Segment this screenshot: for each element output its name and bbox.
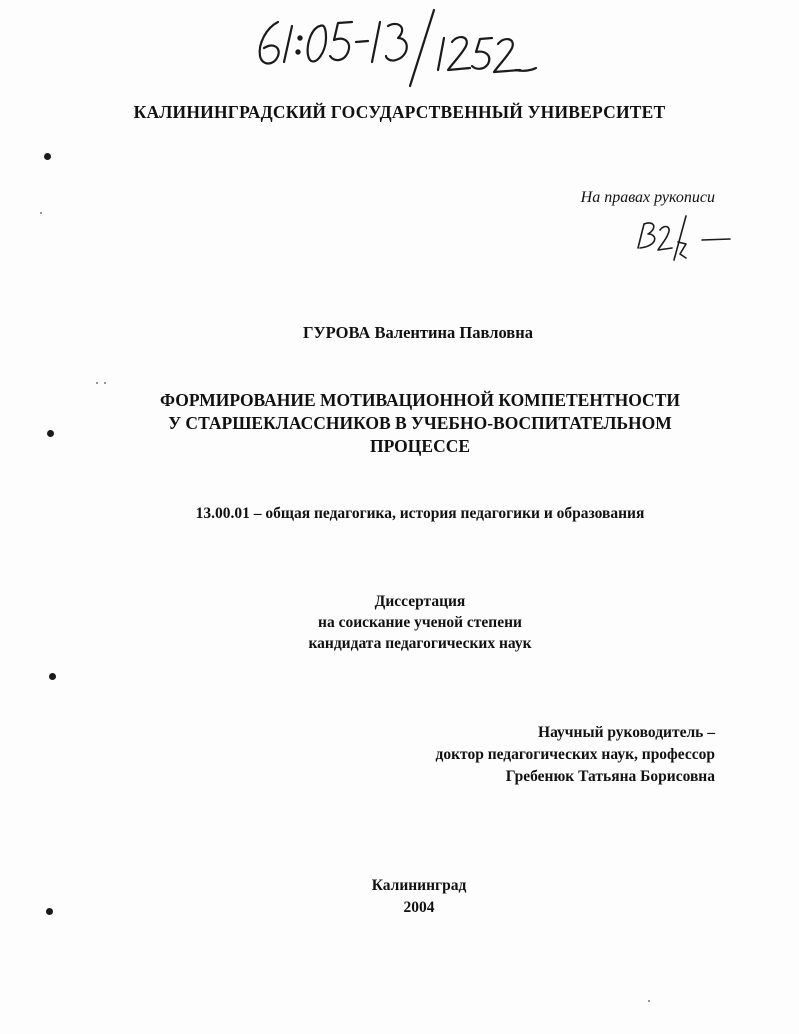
degree-line: на соискание ученой степени: [318, 614, 522, 631]
year: 2004: [403, 899, 435, 916]
dissertation-title: [0, 389, 799, 458]
rights-note: На правах рукописи: [580, 189, 715, 206]
scan-speck: [648, 1000, 650, 1002]
binding-hole-mark: [49, 673, 56, 680]
binding-hole-mark: [46, 908, 53, 915]
city-year-block: [0, 875, 799, 919]
binding-hole-mark: [47, 430, 54, 437]
degree-statement: [0, 591, 799, 654]
handwritten-archive-number: [248, 8, 538, 88]
title-line: У СТАРШЕКЛАССНИКОВ В УЧЕБНО-ВОСПИТАТЕЛЬНОМ: [168, 413, 672, 433]
supervisor-line: Гребенюк Татьяна Борисовна: [505, 768, 715, 785]
specialty-code: 13.00.01 – общая педагогика, история педагогики и образования: [195, 505, 645, 522]
title-line: ФОРМИРОВАНИЕ МОТИВАЦИОННОЙ КОМПЕТЕНТНОСТИ: [160, 390, 680, 410]
handwritten-signature: [628, 214, 738, 264]
university-name: КАЛИНИНГРАДСКИЙ ГОСУДАРСТВЕННЫЙ УНИВЕРСИТЕТ: [133, 102, 666, 122]
degree-line: кандидата педагогических наук: [308, 635, 532, 652]
degree-line: Диссертация: [374, 593, 466, 610]
title-line: ПРОЦЕССЕ: [369, 436, 471, 456]
author-name: ГУРОВА Валентина Павловна: [303, 323, 533, 342]
scan-speck: [104, 382, 106, 384]
supervisor-line: доктор педагогических наук, профессор: [435, 746, 715, 763]
scan-speck: [96, 382, 98, 384]
supervisor-block: [436, 722, 715, 788]
scan-speck: [40, 212, 42, 214]
supervisor-line: Научный руководитель –: [538, 724, 715, 741]
city: Калининград: [371, 877, 467, 894]
binding-hole-mark: [44, 153, 51, 160]
